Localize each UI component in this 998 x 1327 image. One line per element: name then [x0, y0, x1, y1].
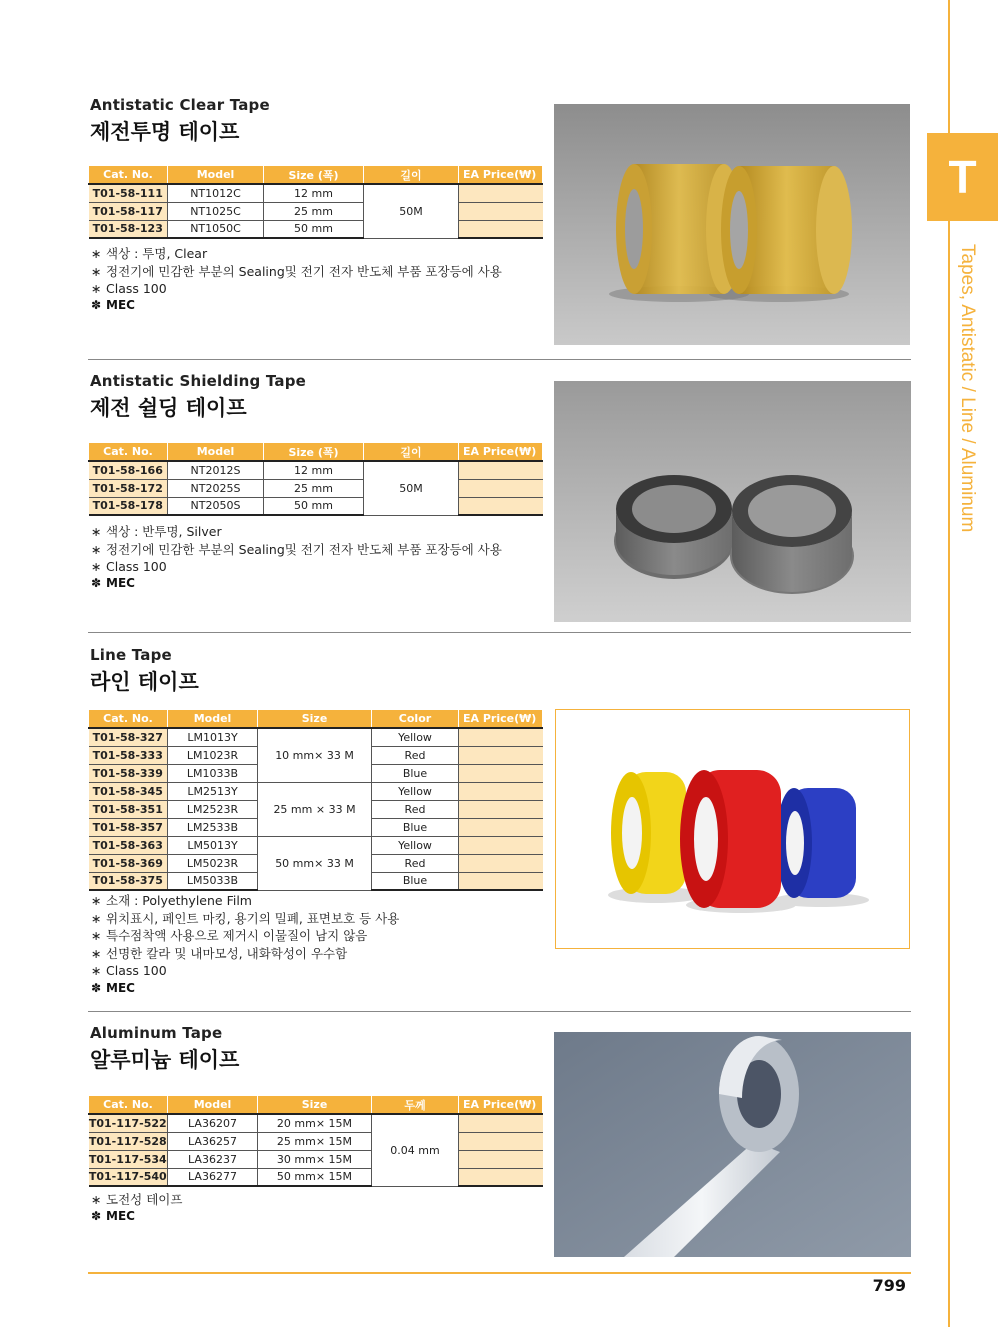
cat-no-cell: T01-117-540: [89, 1168, 168, 1186]
cat-no-cell: T01-58-111: [89, 184, 168, 202]
size-cell: 30 mm× 15M: [258, 1150, 372, 1168]
table-row: [89, 220, 543, 238]
price-cell: [459, 184, 543, 202]
col-header-model: Model: [168, 166, 264, 184]
brand-label: ✽ MEC: [91, 1209, 135, 1223]
product-photo-clear-tape: [554, 104, 910, 345]
brand-mark-icon: ✽: [91, 981, 102, 995]
section-title-ko: 제전 쉴딩 테이프: [90, 396, 247, 420]
page-number: 799: [872, 1276, 906, 1295]
table-header-row: [89, 1096, 543, 1114]
col-header-length: 길이: [364, 166, 459, 184]
note-item: ∗ Class 100: [91, 281, 167, 296]
cat-no-cell: T01-117-528: [89, 1132, 168, 1150]
section-title-ko: 알루미늄 테이프: [90, 1048, 240, 1072]
cat-no-cell: T01-58-333: [89, 746, 168, 764]
col-header-length: 길이: [364, 443, 459, 461]
col-header-size: Size (폭): [264, 443, 364, 461]
cat-no-cell: T01-58-363: [89, 836, 168, 854]
cat-no-cell: T01-58-178: [89, 497, 168, 515]
model-cell: LM1033B: [168, 764, 258, 782]
table-header-row: [89, 710, 543, 728]
note-item: ∗ 소재 : Polyethylene Film: [91, 893, 252, 908]
price-cell: [459, 836, 543, 854]
col-header-size: Size (폭): [264, 166, 364, 184]
col-header-model: Model: [168, 710, 258, 728]
col-header-price: EA Price(₩): [459, 710, 543, 728]
color-cell: Yellow: [372, 728, 459, 746]
note-item: ∗ 특수점착액 사용으로 제거시 이물질이 남지 않음: [91, 928, 368, 943]
table-row: [89, 497, 543, 515]
size-cell: 50 mm: [264, 497, 364, 515]
brand-label: ✽ MEC: [91, 981, 135, 995]
size-cell: 12 mm: [264, 184, 364, 202]
col-header-size: Size: [258, 710, 372, 728]
brand-label: ✽ MEC: [91, 298, 135, 312]
color-cell: Yellow: [372, 782, 459, 800]
note-item: ∗ 색상 : 투명, Clear: [91, 246, 208, 261]
size-cell: 25 mm× 15M: [258, 1132, 372, 1150]
note-item: ∗ 정전기에 민감한 부분의 Sealing및 전기 전자 반도체 부품 포장등에 사용: [91, 263, 502, 279]
col-header-model: Model: [168, 1096, 258, 1114]
color-cell: Red: [372, 746, 459, 764]
col-header-model: Model: [168, 443, 264, 461]
cat-no-cell: T01-58-327: [89, 728, 168, 746]
price-cell: [459, 1150, 543, 1168]
model-cell: NT2012S: [168, 461, 264, 479]
cat-no-cell: T01-117-534: [89, 1150, 168, 1168]
model-cell: LM5013Y: [168, 836, 258, 854]
section-title-en: Antistatic Shielding Tape: [90, 372, 307, 390]
price-cell: [459, 1132, 543, 1150]
section-divider: [88, 1011, 911, 1012]
col-header-thickness: 두께: [372, 1096, 459, 1114]
model-cell: NT2050S: [168, 497, 264, 515]
category-label: Tapes, Antistatic / Line / Aluminum: [957, 244, 978, 533]
size-cell: 20 mm× 15M: [258, 1114, 372, 1132]
price-cell: [459, 461, 543, 479]
section-title-en: Aluminum Tape: [90, 1024, 223, 1042]
section-title-ko: 제전투명 테이프: [90, 120, 240, 144]
color-cell: Blue: [372, 818, 459, 836]
model-cell: LM2513Y: [168, 782, 258, 800]
col-header-price: EA Price(₩): [459, 166, 543, 184]
cat-no-cell: T01-58-117: [89, 202, 168, 220]
cat-no-cell: T01-58-123: [89, 220, 168, 238]
model-cell: LM1013Y: [168, 728, 258, 746]
spec-table: [88, 166, 543, 239]
table-row: [89, 1132, 543, 1150]
footer-accent-line: [88, 1272, 911, 1274]
color-cell: Yellow: [372, 836, 459, 854]
note-item: ∗ Class 100: [91, 963, 167, 978]
price-cell: [459, 202, 543, 220]
model-cell: LM5023R: [168, 854, 258, 872]
model-cell: NT1012C: [168, 184, 264, 202]
table-row: [89, 461, 543, 479]
table-row: [89, 1114, 543, 1132]
color-cell: Blue: [372, 872, 459, 890]
category-tab[interactable]: T: [927, 133, 998, 221]
price-cell: [459, 1114, 543, 1132]
size-cell: 25 mm: [264, 202, 364, 220]
price-cell: [459, 854, 543, 872]
spec-table: [88, 443, 543, 516]
table-row: [89, 202, 543, 220]
spec-table: [88, 710, 543, 891]
size-cell: 10 mm× 33 M: [258, 728, 372, 782]
cat-no-cell: T01-58-375: [89, 872, 168, 890]
model-cell: NT1025C: [168, 202, 264, 220]
brand-mark-icon: ✽: [91, 1209, 102, 1223]
cat-no-cell: T01-58-357: [89, 818, 168, 836]
notes-list: [91, 523, 502, 576]
model-cell: LA36277: [168, 1168, 258, 1186]
model-cell: LM2533B: [168, 818, 258, 836]
price-cell: [459, 479, 543, 497]
note-item: ∗ 위치표시, 페인트 마킹, 용기의 밀폐, 표면보호 등 사용: [91, 910, 400, 926]
size-cell: 50 mm× 15M: [258, 1168, 372, 1186]
product-photo-aluminum-tape: [554, 1032, 911, 1257]
price-cell: [459, 746, 543, 764]
table-row: [89, 782, 543, 800]
model-cell: NT1050C: [168, 220, 264, 238]
table-row: [89, 1150, 543, 1168]
price-cell: [459, 800, 543, 818]
price-cell: [459, 782, 543, 800]
model-cell: LM5033B: [168, 872, 258, 890]
cat-no-cell: T01-58-166: [89, 461, 168, 479]
cat-no-cell: T01-58-172: [89, 479, 168, 497]
size-cell: 50 mm× 33 M: [258, 836, 372, 890]
price-cell: [459, 728, 543, 746]
note-item: ∗ 선명한 칼라 및 내마모성, 내화학성이 우수함: [91, 945, 348, 961]
col-header-cat: Cat. No.: [89, 710, 168, 728]
length-cell: 50M: [364, 461, 459, 515]
cat-no-cell: T01-58-351: [89, 800, 168, 818]
price-cell: [459, 872, 543, 890]
product-photo-line-tape: [555, 709, 910, 949]
notes-list: [91, 892, 399, 980]
table-row: [89, 836, 543, 854]
cat-no-cell: T01-58-369: [89, 854, 168, 872]
spec-table: [88, 1096, 543, 1187]
cat-no-cell: T01-58-339: [89, 764, 168, 782]
table-row: [89, 184, 543, 202]
note-item: ∗ Class 100: [91, 559, 167, 574]
cat-no-cell: T01-58-345: [89, 782, 168, 800]
note-item: ∗ 도전성 테이프: [91, 1192, 183, 1207]
notes-list: [91, 1191, 182, 1209]
price-cell: [459, 1168, 543, 1186]
model-cell: LA36207: [168, 1114, 258, 1132]
model-cell: LM2523R: [168, 800, 258, 818]
price-cell: [459, 818, 543, 836]
col-header-color: Color: [372, 710, 459, 728]
table-header-row: [89, 443, 543, 461]
col-header-cat: Cat. No.: [89, 1096, 168, 1114]
size-cell: 12 mm: [264, 461, 364, 479]
product-photo-shielding-tape: [554, 381, 911, 622]
col-header-cat: Cat. No.: [89, 166, 168, 184]
section-title-ko: 라인 테이프: [90, 670, 199, 694]
length-cell: 50M: [364, 184, 459, 238]
col-header-price: EA Price(₩): [459, 1096, 543, 1114]
col-header-cat: Cat. No.: [89, 443, 168, 461]
brand-mark-icon: ✽: [91, 576, 102, 590]
model-cell: LA36257: [168, 1132, 258, 1150]
section-title-en: Line Tape: [90, 646, 172, 664]
model-cell: LM1023R: [168, 746, 258, 764]
color-cell: Red: [372, 800, 459, 818]
notes-list: [91, 245, 502, 298]
size-cell: 50 mm: [264, 220, 364, 238]
table-row: [89, 1168, 543, 1186]
section-title-en: Antistatic Clear Tape: [90, 96, 270, 114]
brand-label: ✽ MEC: [91, 576, 135, 590]
table-row: [89, 728, 543, 746]
col-header-size: Size: [258, 1096, 372, 1114]
size-cell: 25 mm: [264, 479, 364, 497]
color-cell: Red: [372, 854, 459, 872]
note-item: ∗ 정전기에 민감한 부분의 Sealing및 전기 전자 반도체 부품 포장등에 사용: [91, 541, 502, 557]
price-cell: [459, 220, 543, 238]
section-divider: [88, 359, 911, 360]
cat-no-cell: T01-117-522: [89, 1114, 168, 1132]
table-row: [89, 479, 543, 497]
size-cell: 25 mm × 33 M: [258, 782, 372, 836]
col-header-price: EA Price(₩): [459, 443, 543, 461]
model-cell: NT2025S: [168, 479, 264, 497]
price-cell: [459, 764, 543, 782]
thickness-cell: 0.04 mm: [372, 1114, 459, 1186]
table-header-row: [89, 166, 543, 184]
price-cell: [459, 497, 543, 515]
note-item: ∗ 색상 : 반투명, Silver: [91, 524, 222, 539]
model-cell: LA36237: [168, 1150, 258, 1168]
section-divider: [88, 632, 911, 633]
color-cell: Blue: [372, 764, 459, 782]
brand-mark-icon: ✽: [91, 298, 102, 312]
